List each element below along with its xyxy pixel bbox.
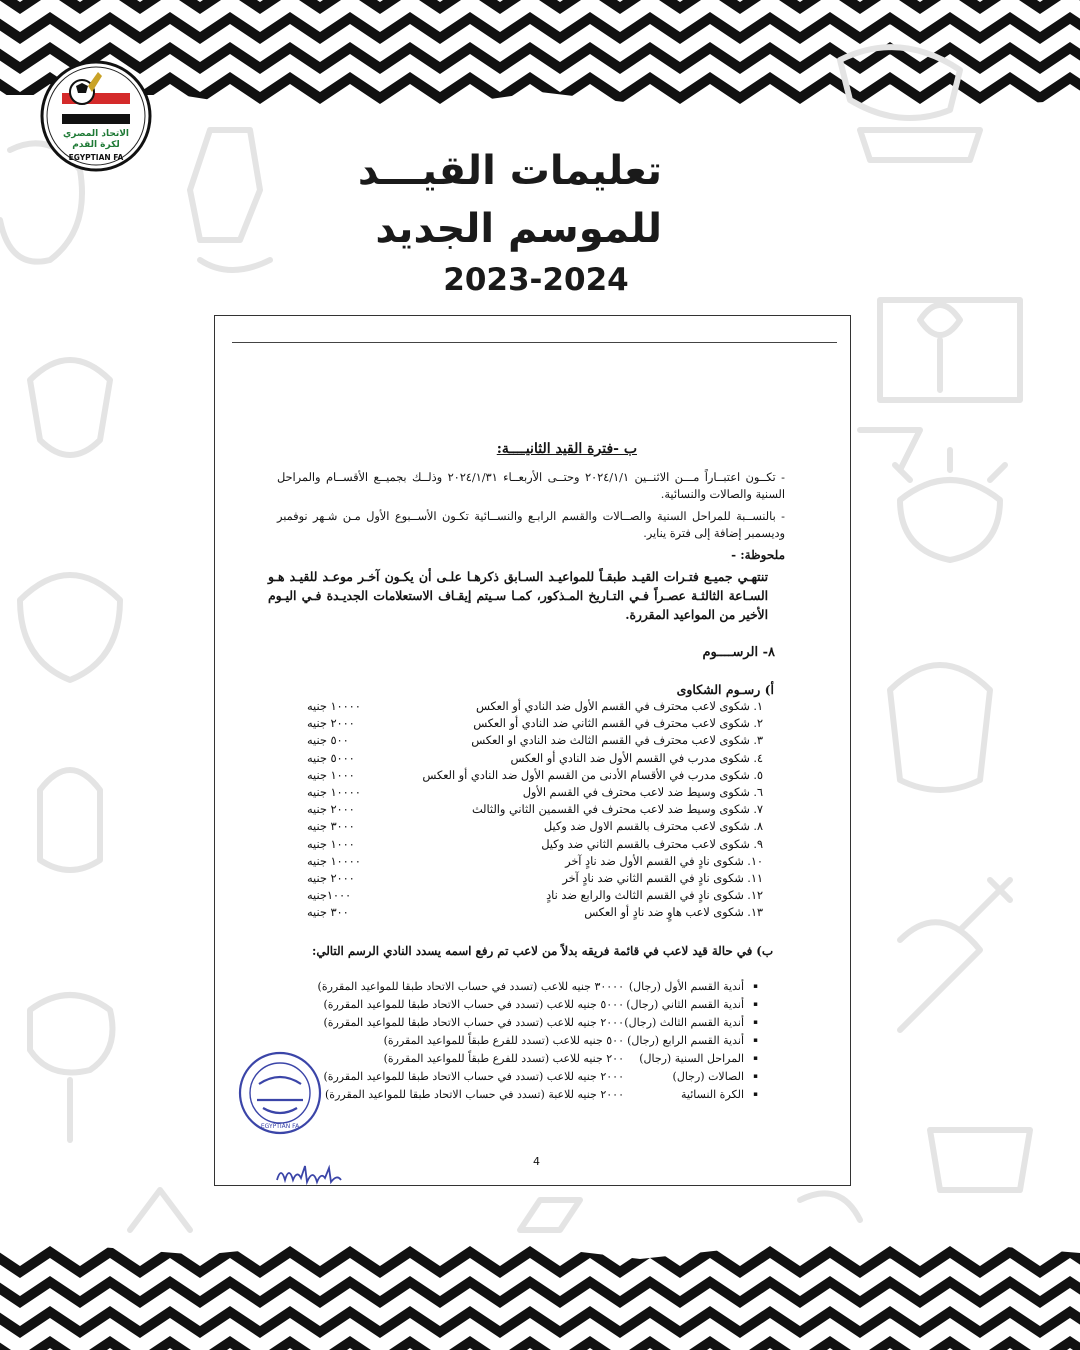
complaint-label: ١٣. شكوى لاعب هاوٍ ضد نادٍ أو العكس xyxy=(584,906,763,920)
fee-amount: ٥٠٠ جنيه للاعب (تسدد للفرع طبقاً للمواعيد المقررة) xyxy=(383,1034,624,1047)
fee-category: أندية القسم الأول (رجال) xyxy=(628,980,744,993)
complaint-label: ٣. شكوى لاعب محترف في القسم الثالث ضد النادي او العكس xyxy=(471,734,763,748)
complaint-label: ١٠. شكوى نادٍ في القسم الأول ضد نادٍ آخر xyxy=(565,854,763,868)
complaint-label: ٧. شكوى وسيط ضد لاعب محترف في القسمين الثاني والثالث xyxy=(471,803,763,817)
page-number: 4 xyxy=(533,1155,540,1168)
complaint-amount: ٣٠٠٠ جنيه xyxy=(307,820,355,834)
fee-amount: ٥٠٠٠ جنيه للاعب (تسدد في حساب الاتحاد طبقا للمواعيد المقررة) xyxy=(323,998,624,1011)
bullet-icon: ▪ xyxy=(753,1018,758,1026)
complaint-row xyxy=(307,855,763,872)
complaint-label: ١٢. شكوى نادٍ في القسم الثالث والرابع ضد نادٍ xyxy=(546,889,763,903)
bullet-icon: ▪ xyxy=(753,982,758,990)
bullet-icon: ▪ xyxy=(753,1090,758,1098)
page-title-line2: للموسم الجديد xyxy=(375,206,662,252)
replacement-fee-row xyxy=(298,998,758,1015)
complaint-amount: ١٠٠٠ جنيه xyxy=(307,837,355,851)
replacement-fee-row xyxy=(298,1016,758,1033)
note-label: ملحوظة: - xyxy=(731,548,785,562)
season-label: 2023-2024 xyxy=(443,262,629,298)
complaint-row xyxy=(307,786,763,803)
fee-amount: ٢٠٠٠ جنيه للاعب (تسدد في حساب الاتحاد طبقا للمواعيد المقررة) xyxy=(323,1070,624,1083)
replacement-fee-row xyxy=(298,1034,758,1051)
complaint-row xyxy=(307,872,763,889)
diamond-icon xyxy=(520,1200,580,1230)
replacement-fee-row xyxy=(298,1070,758,1087)
paragraph-2: - بالنســبة للمراحل السنية والصــالات والقسم الرابـع والنســائية تكـون الأســبوع الأول مـن شـهر نوفمبر وديسمبر إضافة إلى فترة يناير. xyxy=(277,510,785,540)
complaint-amount: ٥٠٠٠ جنيه xyxy=(307,751,355,765)
bullet-icon: ▪ xyxy=(753,1072,758,1080)
paragraph-1: - تكــون اعتبــاراً مـــن الاثنــين ٢٠٢٤/١/١ وحتــى الأربعــاء ٢٠٢٤/١/٣١ وذلــك بجميــع الأقســام والمراحل السنية والصالات والنسائية. xyxy=(277,471,785,501)
complaint-label: ٦. شكوى وسيط ضد لاعب محترف في القسم الأول xyxy=(522,786,763,799)
fee-category: الصالات (رجال) xyxy=(672,1070,744,1083)
complaint-amount: ٣٠٠ جنيه xyxy=(307,906,349,920)
fee-amount: ٢٠٠٠ جنيه للاعب (تسدد في حساب الاتحاد طبقا للمواعيد المقررة) xyxy=(323,1016,624,1029)
cane-icon xyxy=(900,922,980,1030)
boat-icon xyxy=(860,130,980,160)
fee-category: أندية القسم الثاني (رجال) xyxy=(626,998,744,1011)
complaints-heading: أ) رسـوم الشكاوى xyxy=(676,682,774,697)
logo-text-line1: الاتحاد المصري xyxy=(63,129,129,139)
logo-text-line2: لكرة القدم xyxy=(72,140,120,150)
complaint-row xyxy=(307,769,763,786)
ibis-icon xyxy=(40,770,100,870)
anubis-head-icon xyxy=(30,360,110,455)
replacement-fee-row xyxy=(298,1052,758,1069)
fees-heading: ٨- الرســــوم xyxy=(702,645,775,660)
egyptian-fa-logo xyxy=(40,60,152,172)
section-title: ب -فترة القيد الثانيــــة: xyxy=(496,441,637,457)
fee-category: المراحل السنية (رجال) xyxy=(639,1052,744,1065)
bullet-icon: ▪ xyxy=(753,1054,758,1062)
fee-amount: ٣٠٠٠٠ جنيه للاعب (تسدد في حساب الاتحاد طبقا للمواعيد المقررة) xyxy=(317,980,624,993)
replacement-fee-row xyxy=(298,1088,758,1105)
complaint-label: ٤. شكوى مدرب في القسم الأول ضد النادي أو العكس xyxy=(510,751,763,765)
replacement-fee-row xyxy=(298,980,758,997)
complaint-row xyxy=(307,752,763,769)
fee-category: الكرة النسائية xyxy=(681,1088,744,1101)
fee-amount: ٢٠٠ جنيه للاعب (تسدد للفرع طبقاً للمواعيد المقررة) xyxy=(383,1052,624,1065)
complaint-label: ١. شكوى لاعب محترف في القسم الأول ضد النادي أو العكس xyxy=(476,700,763,713)
scarab-icon xyxy=(30,995,113,1073)
fee-category: أندية القسم الثالث (رجال) xyxy=(624,1016,744,1029)
complaint-row xyxy=(307,734,763,751)
complaint-row xyxy=(307,700,763,717)
fee-category: أندية القسم الرابع (رجال) xyxy=(627,1034,744,1047)
complaint-amount: ٢٠٠٠ جنيه xyxy=(307,717,355,731)
document-page xyxy=(214,315,851,1186)
complaint-amount: ٥٠٠ جنيه xyxy=(307,734,349,748)
complaint-amount: ٢٠٠٠ جنيه xyxy=(307,872,355,885)
bullet-icon: ▪ xyxy=(753,1000,758,1008)
sphinx-icon xyxy=(890,665,990,790)
complaint-row xyxy=(307,889,763,906)
complaint-amount: ١٠٠٠جنيه xyxy=(307,889,352,903)
papyrus-icon xyxy=(880,300,1020,400)
logo-text-en: EGYPTIAN FA xyxy=(68,153,124,162)
official-stamp xyxy=(237,1050,323,1136)
ankh-icon xyxy=(920,305,960,390)
complaint-amount: ١٠٠٠ جنيه xyxy=(307,768,355,782)
replacement-heading: ب) في حالة قيد لاعب في قائمة فريقه بدلاً من لاعب تم رفع اسمه يسدد النادي الرسم التالي: xyxy=(312,944,773,958)
complaint-row xyxy=(307,717,763,734)
complaint-amount: ١٠٠٠٠ جنيه xyxy=(307,700,361,713)
complaint-label: ١١. شكوى نادٍ في القسم الثاني ضد نادٍ آخر xyxy=(562,872,763,885)
complaint-label: ٨. شكوى لاعب محترف بالقسم الاول ضد وكيل xyxy=(543,820,763,834)
complaint-row xyxy=(307,803,763,820)
complaint-row xyxy=(307,906,763,923)
bullet-icon: ▪ xyxy=(753,1036,758,1044)
complaint-label: ٢. شكوى لاعب محترف في القسم الثاني ضد النادي أو العكس xyxy=(473,717,763,731)
complaint-amount: ١٠٠٠٠ جنيه xyxy=(307,854,361,868)
fee-amount: ٢٠٠٠ جنيه للاعبة (تسدد في حساب الاتحاد طبقا للمواعيد المقررة) xyxy=(325,1088,624,1101)
complaint-label: ٩. شكوى لاعب محترف بالقسم الثاني ضد وكيل xyxy=(541,837,763,851)
header-rule xyxy=(232,342,837,343)
complaint-row xyxy=(307,838,763,855)
complaint-amount: ٢٠٠٠ جنيه xyxy=(307,803,355,817)
signature xyxy=(275,1162,345,1186)
sun-icon xyxy=(900,480,1000,560)
stamp-text: EGYPTIAN FA xyxy=(260,1123,300,1130)
complaint-row xyxy=(307,820,763,837)
note-text: تنتهـي جميـع فتـرات القيـد طبقـاً للمواعيـد السـابق ذكرهـا علـى أن يكـون آخـر موعـد للقيـد هـو السـاعة الثالثـة عصـراً فـي التـاريخ المـذكور، كمـا سـيتم إيقـاف الاستعلامات الجديـدة فـي اليـوم الأخير من المواعيد المقررة. xyxy=(268,569,768,622)
complaint-label: ٥. شكوى مدرب في الأقسام الأدنى من القسم الأول ضد النادي أو العكس xyxy=(422,768,763,782)
pot-icon xyxy=(930,1130,1030,1190)
page-title-line1: تعليمات القيـــد xyxy=(357,148,662,194)
complaint-amount: ١٠٠٠٠ جنيه xyxy=(307,786,361,799)
